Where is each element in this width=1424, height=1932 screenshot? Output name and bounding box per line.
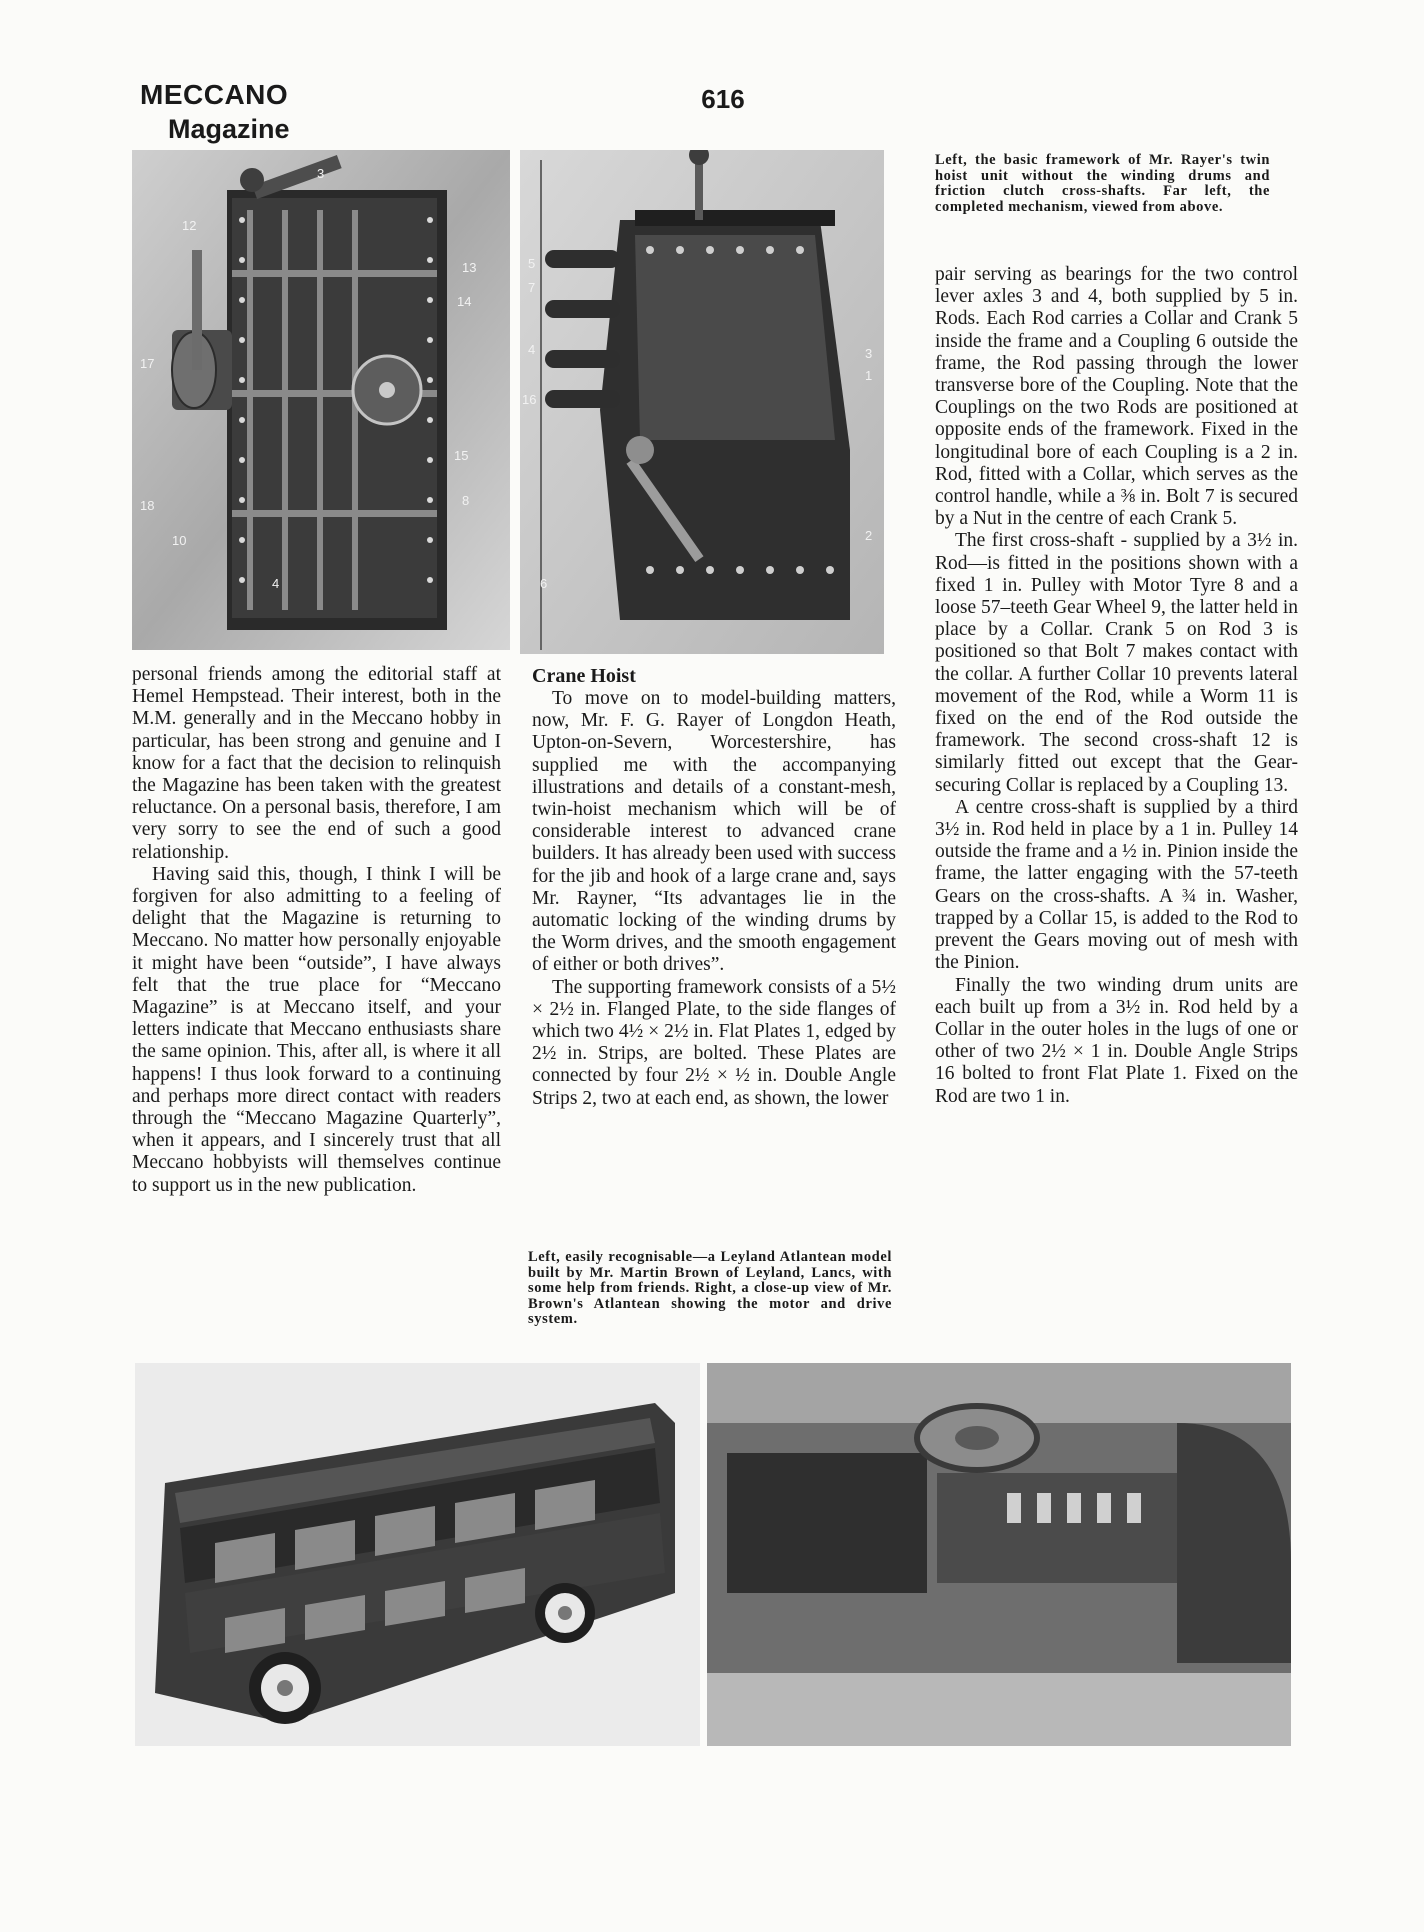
photo-basic-framework (520, 150, 884, 654)
callout-4: 4 (528, 342, 536, 357)
middle-column (532, 664, 896, 1110)
right-paragraph-3: A centre cross-shaft is supplied by a third 3½ in. Rod held in place by a 1 in. Pulley 14 outside the frame and a ½ in. Pinion inside the frame, the latter engaging with the 57-teeth Gears on the cross-shafts. A ¾ in. Washer, trapped by a Collar 15, is added to the Rod to prevent the Gears moving out of mesh with the Pinion. (935, 796, 1298, 974)
right-column (935, 264, 1298, 1108)
masthead-title: MECCANO (140, 79, 289, 110)
left-paragraph-1: personal friends among the editorial staff at Hemel Hempstead. Their interest, both in the M.M. generally and in the Meccano hobby in particular, has been strong and genuine and I know for a fact that the decision to relinquish the Magazine has been taken with the greatest reluctance. On a personal basis, therefore, I am very sorry to see the end of such a good relationship. (132, 664, 501, 863)
callout-6: 6 (540, 576, 548, 591)
page-number: 616 (701, 84, 745, 114)
callout-3: 3 (317, 166, 325, 181)
callout-14: 14 (457, 294, 472, 309)
left-column (132, 664, 501, 1197)
callout-8: 8 (462, 493, 470, 508)
masthead-subtitle: Magazine (168, 114, 290, 144)
caption-leyland-atlantean: Left, easily recognisable—a Leyland Atlantean model built by Mr. Martin Brown of Leyland, Lancs, with some help from friends. Right, a close-up view of Mr. Brown's Atlantean showing the motor and drive system. (528, 1249, 892, 1327)
right-paragraph-1: pair serving as bearings for the two control lever axles 3 and 4, both supplied by 5 in. Rods. Each Rod carries a Collar and Crank 5 inside the frame and a Coupling 6 outside the frame, the Rod passing through the lower transverse bore of the Coupling. Note that the Couplings on the two Rods are positioned at opposite ends of the framework. Fixed in the longitudinal bore of each Coupling is a 2 in. Rod, fitted with a Collar, which serves as the control handle, while a ⅜ in. Bolt 7 is secured by a Nut in the centre of each Crank 5. (935, 264, 1298, 530)
photo-leyland-atlantean-model (135, 1363, 700, 1746)
callout-17: 17 (140, 356, 155, 371)
callout-16: 16 (522, 392, 537, 407)
caption-twin-hoist: Left, the basic framework of Mr. Rayer's twin hoist unit without the winding drums and friction clutch cross-shafts. Far left, the completed mechanism, viewed from above. (935, 152, 1270, 215)
right-paragraph-2: The first cross-shaft - supplied by a 3½ in. Rod—is fitted in the positions shown with a fixed 1 in. Pulley with Motor Tyre 8 and a loose 57–teeth Gear Wheel 9, the latter held in place by a Collar. Crank 5 on Rod 3 is positioned so that Bolt 7 makes contact with the collar. A further Collar 10 prevents lateral movement of the Rod, while a Worm 11 is fixed on the end of the Rod outside the framework. The second cross-shaft 12 is similarly fitted out except that the Gear-securing Collar is replaced by a Coupling 13. (935, 530, 1298, 796)
callout-7: 7 (528, 280, 536, 295)
section-heading-crane-hoist: Crane Hoist (532, 665, 636, 687)
callout-2: 2 (865, 528, 873, 543)
callout-1: 1 (865, 368, 873, 383)
middle-paragraph-1: To move on to model-building matters, now, Mr. F. G. Rayer of Longdon Heath, Upton-on-Severn, Worcestershire, has supplied me with the accompanying illustrations and details of a constant-mesh, twin-hoist mechanism which will be of considerable interest to advanced crane builders. It has already been used with success for the jib and hook of a large crane and, says Mr. Rayner, “Its advantages lie in the automatic locking of the winding drums by the Worm drives, and the smooth engagement of either or both drives”. (532, 688, 896, 976)
photo-completed-mechanism (132, 150, 510, 650)
callout-18: 18 (140, 498, 155, 513)
left-paragraph-2: Having said this, though, I think I will be forgiven for also admitting to a feeling of delight that the Magazine is returning to Meccano. No matter how personally enjoyable it might have been “outside”, I have always felt that the true place for “Meccano Magazine” is at Meccano itself, and your letters indicate that Meccano enthusiasts share the same opinion. This, after all, is where it all happens! I thus look forward to a continuing and perhaps more direct contact with readers through the “Meccano Magazine Quarterly”, when it appears, and I sincerely trust that all Meccano hobbyists will themselves continue to support us in the new publication. (132, 863, 501, 1196)
callout-10: 10 (172, 533, 187, 548)
callout-4: 4 (272, 576, 280, 591)
masthead (140, 78, 290, 146)
callout-15: 15 (454, 448, 469, 463)
photo-atlantean-motor-drive (707, 1363, 1291, 1746)
callout-13: 13 (462, 260, 477, 275)
middle-paragraph-2: The supporting framework consists of a 5½ × 2½ in. Flanged Plate, to the side flanges of which two 4½ × 2½ in. Flat Plates 1, edged by 2½ in. Strips, are bolted. These Plates are connected by four 2½ × ½ in. Double Angle Strips 2, two at each end, as shown, the lower (532, 976, 896, 1109)
callout-3: 3 (865, 346, 873, 361)
callout-5: 5 (528, 256, 536, 271)
callout-12: 12 (182, 218, 197, 233)
right-paragraph-4: Finally the two winding drum units are each built up from a 3½ in. Rod held by a Collar in the outer holes in the lugs of one or other of two 2½ × 1 in. Double Angle Strips 16 bolted to front Flat Plate 1. Fixed on the Rod are two 1 in. (935, 974, 1298, 1107)
